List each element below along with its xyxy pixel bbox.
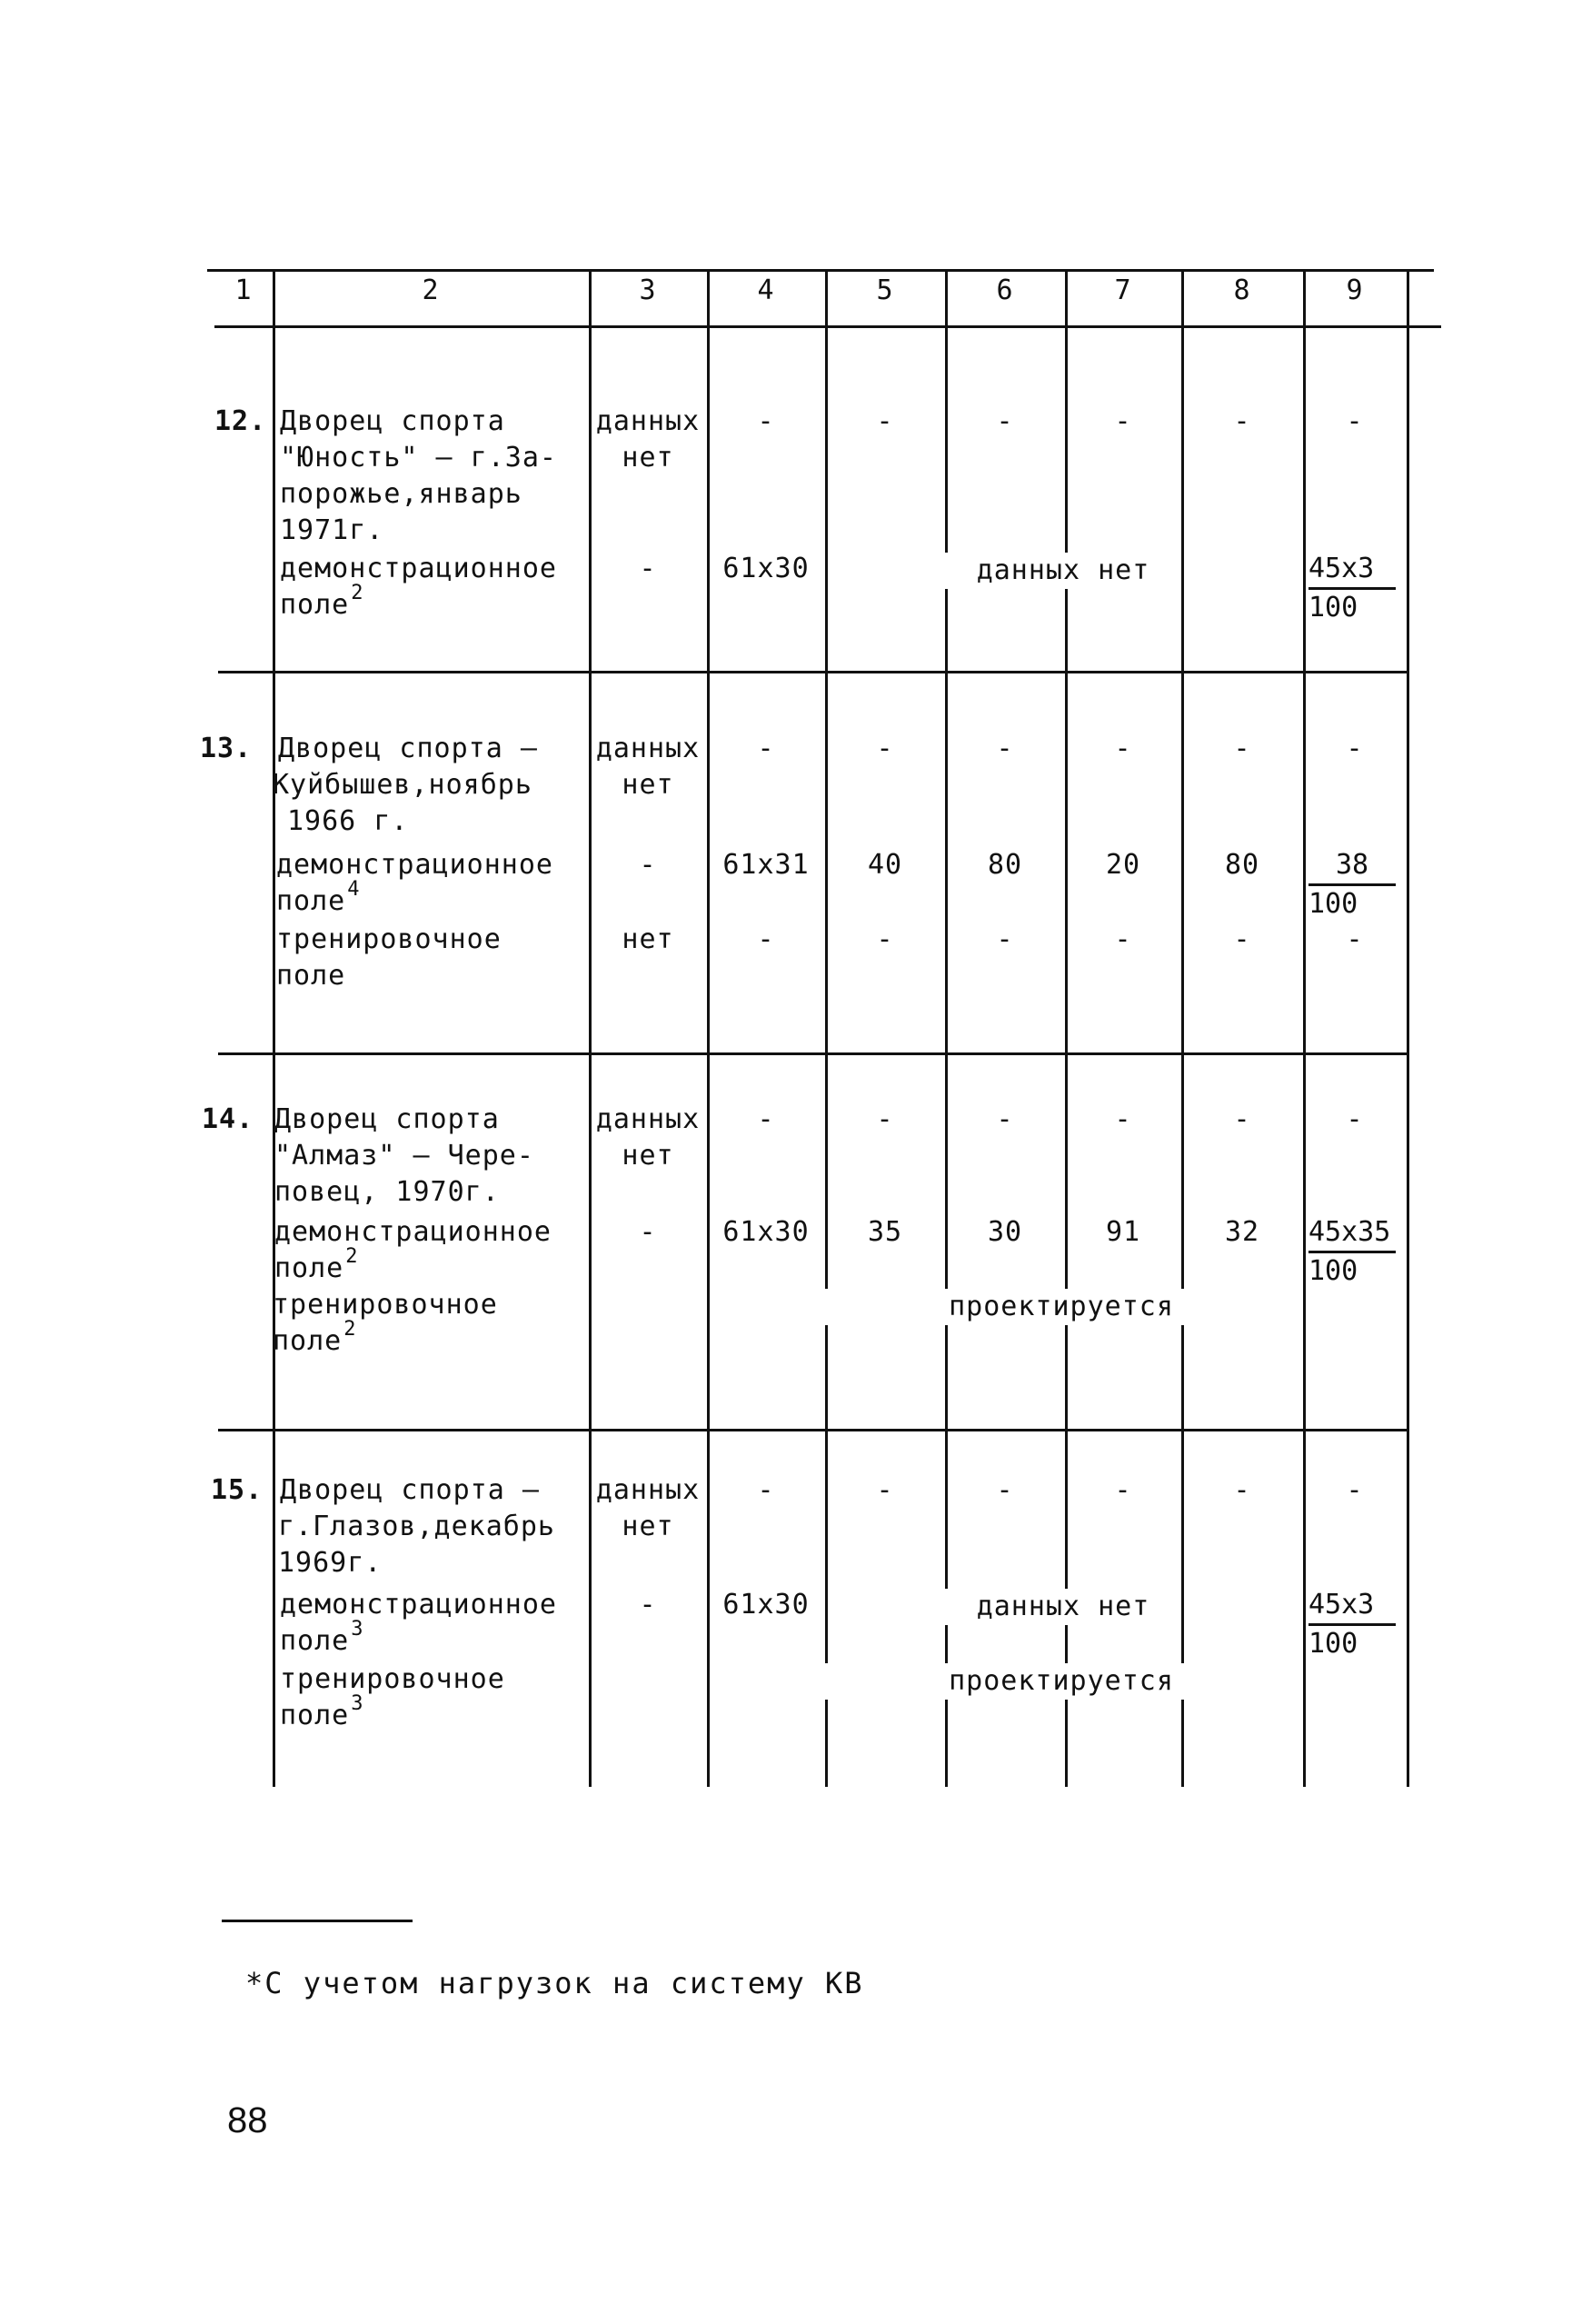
dash-cell: - [1346, 733, 1364, 764]
fraction-numerator: 45x3 [1308, 1587, 1396, 1626]
dash-cell: - [639, 1589, 657, 1621]
dash-cell: - [876, 923, 894, 955]
facility-name-line: Дворец спорта – [278, 733, 538, 764]
size-cell: 61x30 [722, 1216, 810, 1248]
facility-name-line: порожье,январь [280, 478, 522, 510]
dash-cell: - [757, 1474, 775, 1506]
no-data-cell: данных [595, 733, 701, 764]
no-data-cell: данных [595, 1474, 701, 1506]
dash-cell: - [1114, 405, 1132, 437]
fraction-cell [1308, 1587, 1396, 1662]
row-number: 14. [202, 1103, 254, 1135]
dash-cell: - [1346, 1474, 1364, 1506]
field-label: тренировочное [276, 923, 502, 955]
no-data-cell: нет [622, 1140, 674, 1172]
header-cell: 1 [234, 274, 253, 306]
fraction-denominator: 100 [1308, 888, 1358, 920]
fraction-cell [1308, 1214, 1396, 1290]
dash-cell: - [1233, 405, 1251, 437]
no-data-cell: данных [595, 405, 701, 437]
header-bottom-rule [214, 325, 1441, 328]
column-rule [1407, 269, 1409, 1787]
header-cell: 3 [639, 274, 657, 306]
fraction-denominator: 100 [1308, 1255, 1358, 1287]
facility-name-line: Дворец спорта [280, 405, 505, 437]
span-text: данных нет [945, 553, 1181, 589]
facility-name-line: 1971г. [280, 514, 384, 546]
column-rule [273, 269, 275, 1787]
size-cell: 61x31 [722, 849, 810, 881]
row-separator [218, 1429, 1408, 1431]
header-cell: 8 [1233, 274, 1251, 306]
field-label: демонстрационное [280, 1589, 557, 1621]
dash-cell: - [757, 923, 775, 955]
dash-cell: - [876, 1474, 894, 1506]
footnote-ref: 2 [351, 582, 364, 604]
footnote-ref: 4 [347, 878, 361, 901]
dash-cell: - [996, 1474, 1014, 1506]
facility-name-line: г.Глазов,декабрь [278, 1511, 555, 1542]
field-label [273, 1318, 357, 1362]
field-label-text: поле [276, 885, 346, 917]
dash-cell: - [1114, 923, 1132, 955]
footnote-ref: 3 [351, 1618, 364, 1641]
row-number: 12. [214, 405, 267, 437]
span-text: проектируется [825, 1663, 1298, 1700]
column-rule [589, 269, 592, 1787]
facility-name-line: "Алмаз" – Чере- [274, 1140, 534, 1172]
no-data-cell: нет [622, 769, 674, 801]
dash-cell: - [757, 1103, 775, 1135]
header-cell: 4 [757, 274, 775, 306]
facility-name-line: Дворец спорта [274, 1103, 500, 1135]
row-number: 13. [200, 733, 253, 764]
fraction-denominator: 100 [1308, 1628, 1358, 1660]
span-text: проектируется [825, 1289, 1298, 1325]
field-label-text: поле [274, 1252, 344, 1284]
field-label [280, 1692, 364, 1737]
dash-cell: - [757, 405, 775, 437]
no-cell: нет [622, 923, 674, 955]
field-label-text: поле [273, 1325, 343, 1357]
facility-name-line: Дворец спорта – [280, 1474, 540, 1506]
footnote-ref: 2 [345, 1245, 359, 1268]
dash-cell: - [757, 733, 775, 764]
header-cell: 5 [876, 274, 894, 306]
fraction-denominator: 100 [1308, 592, 1358, 623]
facility-name-line: "Юность" – г.За- [280, 442, 557, 474]
dash-cell: - [1346, 405, 1364, 437]
value-cell: 40 [867, 849, 903, 881]
field-label: тренировочное [273, 1289, 498, 1321]
row-separator [218, 671, 1408, 673]
no-data-cell: нет [622, 1511, 674, 1542]
column-rule [1065, 269, 1068, 1787]
footnote-rule [222, 1920, 413, 1922]
column-rule [945, 269, 948, 1787]
facility-name-line: повец, 1970г. [274, 1176, 500, 1208]
size-cell: 61x30 [722, 553, 810, 584]
no-data-cell: данных [595, 1103, 701, 1135]
dash-cell: - [1114, 1103, 1132, 1135]
facility-name-line: Куйбышев,ноябрь [273, 769, 532, 801]
field-label: тренировочное [280, 1663, 505, 1695]
dash-cell: - [639, 553, 657, 584]
dash-cell: - [1233, 923, 1251, 955]
no-data-cell: нет [622, 442, 674, 474]
dash-cell: - [876, 733, 894, 764]
field-label [274, 1245, 359, 1290]
field-label-text: поле [280, 1625, 350, 1657]
fraction-cell [1308, 847, 1396, 923]
dash-cell: - [639, 849, 657, 881]
column-rule [1181, 269, 1184, 1787]
size-cell: 61x30 [722, 1589, 810, 1621]
header-cell: 9 [1346, 274, 1364, 306]
field-label [276, 878, 361, 923]
dash-cell: - [1114, 1474, 1132, 1506]
dash-cell: - [1233, 733, 1251, 764]
row-number: 15. [211, 1474, 264, 1506]
fraction-numerator: 38 [1308, 847, 1396, 886]
value-cell: 32 [1224, 1216, 1260, 1248]
value-cell: 80 [987, 849, 1023, 881]
header-cell: 2 [422, 274, 440, 306]
value-cell: 20 [1105, 849, 1141, 881]
field-label: демонстрационное [280, 553, 557, 584]
field-label: поле [276, 960, 346, 992]
dash-cell: - [639, 1216, 657, 1248]
footnote-ref: 2 [343, 1318, 357, 1341]
field-label-text: поле [280, 589, 350, 621]
table-top-rule [207, 269, 1434, 272]
column-rule [707, 269, 710, 1787]
dash-cell: - [996, 733, 1014, 764]
field-label: демонстрационное [274, 1216, 552, 1248]
facility-name-line: 1969г. [278, 1547, 383, 1579]
dash-cell: - [996, 405, 1014, 437]
field-label [280, 1618, 364, 1662]
facility-name-line: 1966 г. [287, 805, 409, 837]
field-label [280, 582, 364, 626]
dash-cell: - [1346, 1103, 1364, 1135]
footnote-ref: 3 [351, 1692, 364, 1715]
dash-cell: - [1346, 923, 1364, 955]
dash-cell: - [996, 1103, 1014, 1135]
field-label-text: поле [280, 1700, 350, 1731]
value-cell: 35 [867, 1216, 903, 1248]
fraction-cell [1308, 551, 1396, 626]
row-separator [218, 1052, 1408, 1055]
field-label: демонстрационное [276, 849, 553, 881]
fraction-numerator: 45x35 [1308, 1214, 1396, 1253]
dash-cell: - [1233, 1103, 1251, 1135]
header-cell: 7 [1114, 274, 1132, 306]
page-number: 88 [227, 2100, 268, 2140]
dash-cell: - [1114, 733, 1132, 764]
value-cell: 30 [987, 1216, 1023, 1248]
span-text: данных нет [945, 1589, 1181, 1625]
column-rule [825, 269, 828, 1787]
header-cell: 6 [996, 274, 1014, 306]
footnote: *С учетом нагрузок на систему КВ [245, 1966, 864, 2000]
value-cell: 80 [1224, 849, 1260, 881]
dash-cell: - [876, 1103, 894, 1135]
fraction-numerator: 45x3 [1308, 551, 1396, 590]
dash-cell: - [876, 405, 894, 437]
dash-cell: - [996, 923, 1014, 955]
dash-cell: - [1233, 1474, 1251, 1506]
value-cell: 91 [1105, 1216, 1141, 1248]
column-rule [1303, 269, 1306, 1787]
